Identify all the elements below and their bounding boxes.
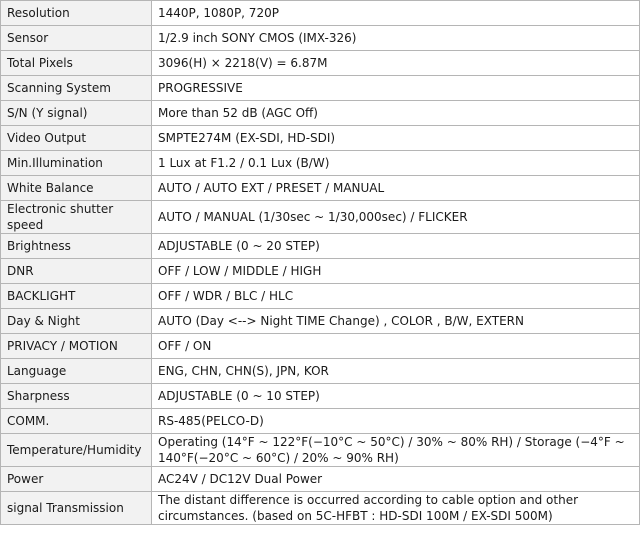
table-row [1,384,640,409]
table-row [1,126,640,151]
table-row [1,334,640,359]
spec-value: ADJUSTABLE (0 ~ 20 STEP) [152,234,640,259]
table-row [1,234,640,259]
spec-value: RS-485(PELCO-D) [152,409,640,434]
table-row [1,101,640,126]
spec-value: Operating (14°F ~ 122°F(−10°C ~ 50°C) / 30% ~ 80% RH) / Storage (−4°F ~ 140°F(−20°C ~ 60°C) / 20% ~ 90% RH) [152,434,640,467]
spec-value: SMPTE274M (EX-SDI, HD-SDI) [152,126,640,151]
spec-label: Min.Illumination [1,151,152,176]
spec-label: Sharpness [1,384,152,409]
spec-label: S/N (Y signal) [1,101,152,126]
table-row [1,151,640,176]
spec-label: BACKLIGHT [1,284,152,309]
spec-label: Total Pixels [1,51,152,76]
spec-label: Electronic shutter speed [1,201,152,234]
spec-label: Sensor [1,26,152,51]
spec-value: PROGRESSIVE [152,76,640,101]
spec-label: DNR [1,259,152,284]
spec-value: AC24V / DC12V Dual Power [152,467,640,492]
spec-value: 1440P, 1080P, 720P [152,1,640,26]
spec-value: OFF / LOW / MIDDLE / HIGH [152,259,640,284]
spec-value: More than 52 dB (AGC Off) [152,101,640,126]
spec-label: Brightness [1,234,152,259]
table-row [1,259,640,284]
spec-label: Video Output [1,126,152,151]
table-row [1,467,640,492]
spec-value: 1/2.9 inch SONY CMOS (IMX-326) [152,26,640,51]
spec-value: The distant difference is occurred according to cable option and other circumstances. (based on 5C-HFBT : HD-SDI 100M / EX-SDI 500M) [152,492,640,525]
spec-value: AUTO (Day <--> Night TIME Change) , COLOR , B/W, EXTERN [152,309,640,334]
spec-value: ADJUSTABLE (0 ~ 10 STEP) [152,384,640,409]
spec-label: White Balance [1,176,152,201]
spec-label: Scanning System [1,76,152,101]
table-row [1,76,640,101]
spec-value: OFF / ON [152,334,640,359]
spec-value: AUTO / MANUAL (1/30sec ~ 1/30,000sec) / FLICKER [152,201,640,234]
spec-label: Temperature/Humidity [1,434,152,467]
table-row [1,26,640,51]
table-row [1,434,640,467]
table-row [1,176,640,201]
spec-label: PRIVACY / MOTION [1,334,152,359]
spec-value: 3096(H) × 2218(V) = 6.87M [152,51,640,76]
spec-label: signal Transmission [1,492,152,525]
table-row [1,51,640,76]
table-row [1,492,640,525]
spec-label: Resolution [1,1,152,26]
table-row [1,359,640,384]
spec-value: AUTO / AUTO EXT / PRESET / MANUAL [152,176,640,201]
spec-label: Language [1,359,152,384]
spec-value: 1 Lux at F1.2 / 0.1 Lux (B/W) [152,151,640,176]
spec-label: Power [1,467,152,492]
spec-value: OFF / WDR / BLC / HLC [152,284,640,309]
spec-label: Day & Night [1,309,152,334]
spec-value: ENG, CHN, CHN(S), JPN, KOR [152,359,640,384]
spec-label: COMM. [1,409,152,434]
table-row [1,201,640,234]
table-row [1,309,640,334]
table-row [1,284,640,309]
table-row [1,1,640,26]
table-row [1,409,640,434]
